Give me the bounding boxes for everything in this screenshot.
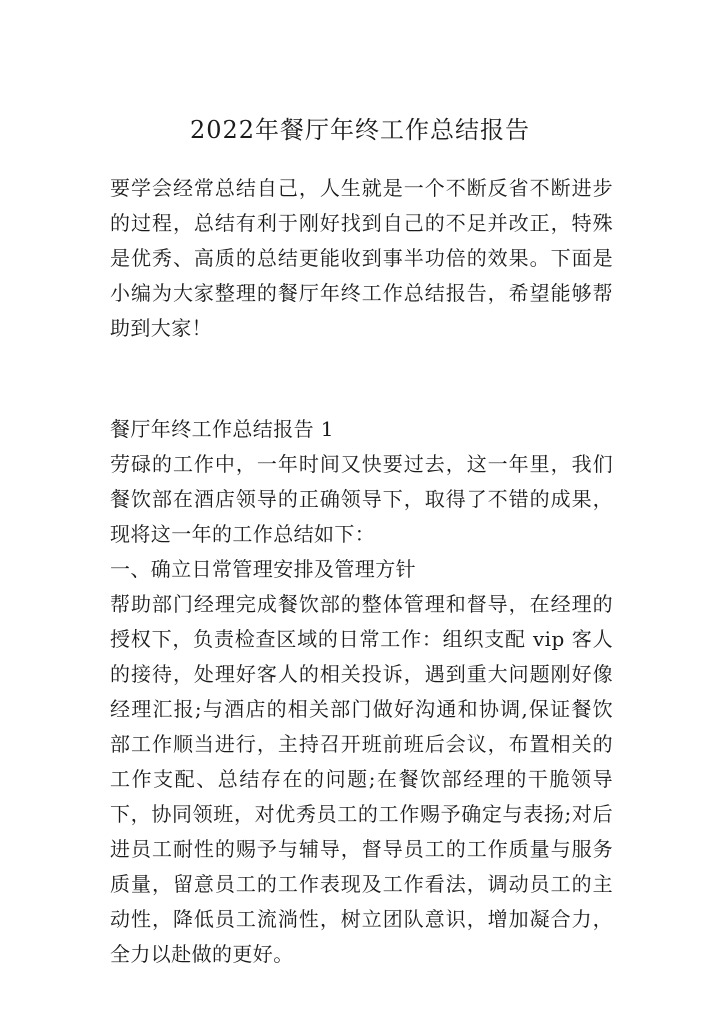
section-intro-paragraph: 劳碌的工作中，一年时间又快要过去，这一年里，我们餐饮部在酒店领导的正确领导下，取得了不错的成果，现将这一年的工作总结如下：: [110, 452, 613, 546]
document-body: [110, 171, 613, 972]
document-title: 2022年餐厅年终工作总结报告: [189, 116, 531, 144]
paragraph-gap: [110, 346, 613, 412]
subheading-1: 一、确立日常管理安排及管理方针: [110, 557, 416, 581]
body-paragraph-1: 帮助部门经理完成餐饮部的整体管理和督导，在经理的授权下，负责检查区域的日常工作：组织支配 vip 客人的接待，处理好客人的相关投诉，遇到重大问题刚好像经理汇报;与酒店的相关部门做好沟通和协调,保证餐饮部工作顺当进行，主持召开班前班后会议，布置相关的工作支配、总结存在的问题;在餐饮部经理的干脆领导下，协同领班，对优秀员工的工作赐予确定与表扬;对后进员工耐性的赐予与辅导，督导员工的工作质量与服务质量，留意员工的工作表现及工作看法，调动员工的主动性，降低员工流淌性，树立团队意识，增加凝合力，全力以赴做的更好。: [110, 592, 613, 966]
intro-paragraph: 要学会经常总结自己，人生就是一个不断反省不断进步的过程，总结有利于刚好找到自己的不足并改正，特殊是优秀、高质的总结更能收到事半功倍的效果。下面是小编为大家整理的餐厅年终工作总结报告，希望能够帮助到大家！: [110, 176, 613, 340]
section-title: 餐厅年终工作总结报告 1: [110, 417, 334, 441]
